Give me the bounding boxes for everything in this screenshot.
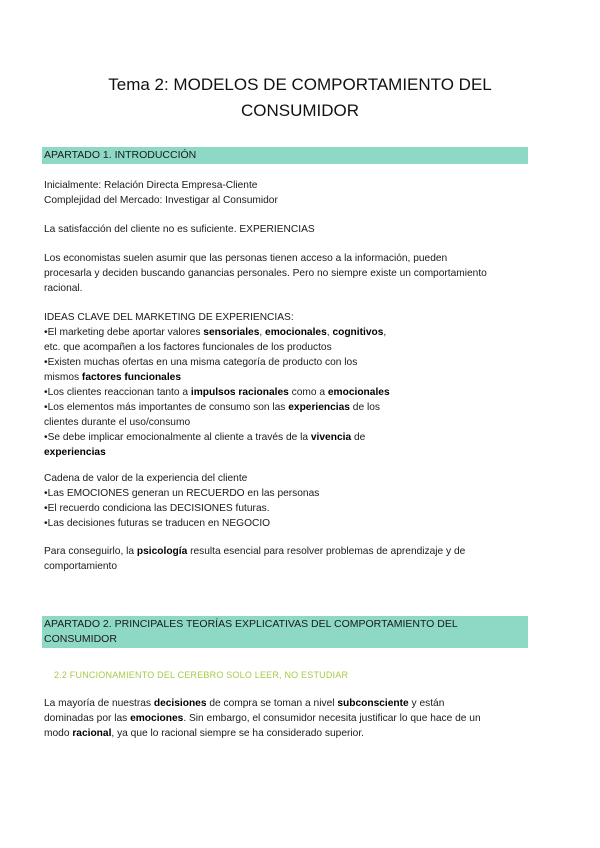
intro-line: Complejidad del Mercado: Investigar al Consumidor xyxy=(44,195,278,206)
text-run: Para conseguirlo, la xyxy=(44,546,137,557)
bold-run: experiencias xyxy=(288,402,350,413)
text-run: mismos xyxy=(44,372,82,383)
bold-run: factores funcionales xyxy=(81,372,181,383)
bold-run: subconsciente xyxy=(337,698,409,709)
subsection-heading: 2.2 FUNCIONAMIENTO DEL CEREBRO SOLO LEER, NO ESTUDIAR xyxy=(54,670,349,680)
psychology-paragraph xyxy=(44,544,544,574)
economists-line: racional. xyxy=(44,283,83,294)
intro-paragraph xyxy=(44,178,544,208)
text-run: , xyxy=(259,327,266,338)
text-run: •Los clientes reaccionan tanto a xyxy=(44,387,191,398)
text-run: resulta esencial para resolver problemas de aprendizaje y de xyxy=(187,546,466,557)
title-line-2: CONSUMIDOR xyxy=(240,101,360,120)
bold-run: impulsos racionales xyxy=(190,387,289,398)
text-run: , ya que lo racional siempre se ha considerado superior. xyxy=(111,728,364,739)
value-chain-item: •Las EMOCIONES generan un RECUERDO en las personas xyxy=(44,488,320,499)
idea-item xyxy=(44,445,544,460)
ideas-list xyxy=(44,310,544,460)
text-run: , xyxy=(383,327,387,338)
text-run: como a xyxy=(288,387,328,398)
text-run: de los xyxy=(349,402,380,413)
section-2-heading-line: CONSUMIDOR xyxy=(44,633,117,645)
text-run: modo xyxy=(44,728,73,739)
bold-run: cognitivos xyxy=(332,327,384,338)
idea-item xyxy=(44,430,544,445)
idea-item xyxy=(44,325,544,340)
value-chain-item: •El recuerdo condiciona las DECISIONES futuras. xyxy=(44,503,270,514)
section-2-heading-line: APARTADO 2. PRINCIPALES TEORÍAS EXPLICATIVAS DEL COMPORTAMIENTO DEL xyxy=(44,618,458,630)
text-run: •El marketing debe aportar valores xyxy=(44,327,204,338)
bold-run: vivencia xyxy=(310,432,352,443)
bold-run: decisiones xyxy=(153,698,207,709)
value-chain-item: •Las decisiones futuras se traducen en NEGOCIO xyxy=(44,518,271,529)
psychology-line: comportamiento xyxy=(44,561,118,572)
text-run: La mayoría de nuestras xyxy=(44,698,154,709)
text-run: dominadas por las xyxy=(44,713,131,724)
idea-item xyxy=(44,400,544,415)
section-1-heading: APARTADO 1. INTRODUCCIÓN xyxy=(42,147,528,164)
bold-run: emocionales xyxy=(327,387,390,398)
text-run: de xyxy=(351,432,366,443)
section-2-heading xyxy=(42,616,528,648)
economists-line: Los economistas suelen asumir que las personas tienen acceso a la información, pueden xyxy=(44,253,448,264)
page-title xyxy=(44,72,556,124)
text-run: . Sin embargo, el consumidor necesita justificar lo que hace de un xyxy=(183,713,481,724)
idea-item xyxy=(44,385,544,400)
title-line-1: Tema 2: MODELOS DE COMPORTAMIENTO DEL xyxy=(108,75,492,94)
text-run: •Los elementos más importantes de consumo son las xyxy=(44,402,289,413)
idea-item: etc. que acompañen a los factores funcionales de los productos xyxy=(44,342,332,353)
satisfaction-text xyxy=(44,222,544,237)
bold-run: sensoriales xyxy=(203,327,260,338)
bold-run: emocionales xyxy=(265,327,327,338)
value-chain-title: Cadena de valor de la experiencia del cliente xyxy=(44,473,248,484)
economists-paragraph xyxy=(44,251,544,296)
economists-line: procesarla y deciden buscando ganancias personales. Pero no siempre existe un comportamiento xyxy=(44,268,487,279)
text-run: , xyxy=(326,327,333,338)
bold-run: psicología xyxy=(136,546,188,557)
text-run: y están xyxy=(408,698,445,709)
intro-line: Inicialmente: Relación Directa Empresa-Cliente xyxy=(44,180,258,191)
idea-item: •Existen muchas ofertas en una misma categoría de producto con los xyxy=(44,357,358,368)
text-run: •Se debe implicar emocionalmente al cliente a través de la xyxy=(44,432,311,443)
bold-run: emociones xyxy=(130,713,184,724)
idea-item: clientes durante el uso/consumo xyxy=(44,417,191,428)
idea-item xyxy=(44,370,544,385)
text-run: de compra se toman a nivel xyxy=(206,698,338,709)
bold-run: experiencias xyxy=(44,447,106,458)
brain-paragraph xyxy=(44,696,544,741)
ideas-title: IDEAS CLAVE DEL MARKETING DE EXPERIENCIAS: xyxy=(44,312,294,323)
satisfaction-line: La satisfacción del cliente no es suficiente. EXPERIENCIAS xyxy=(44,224,315,235)
bold-run: racional xyxy=(72,728,112,739)
value-chain-list xyxy=(44,471,544,531)
